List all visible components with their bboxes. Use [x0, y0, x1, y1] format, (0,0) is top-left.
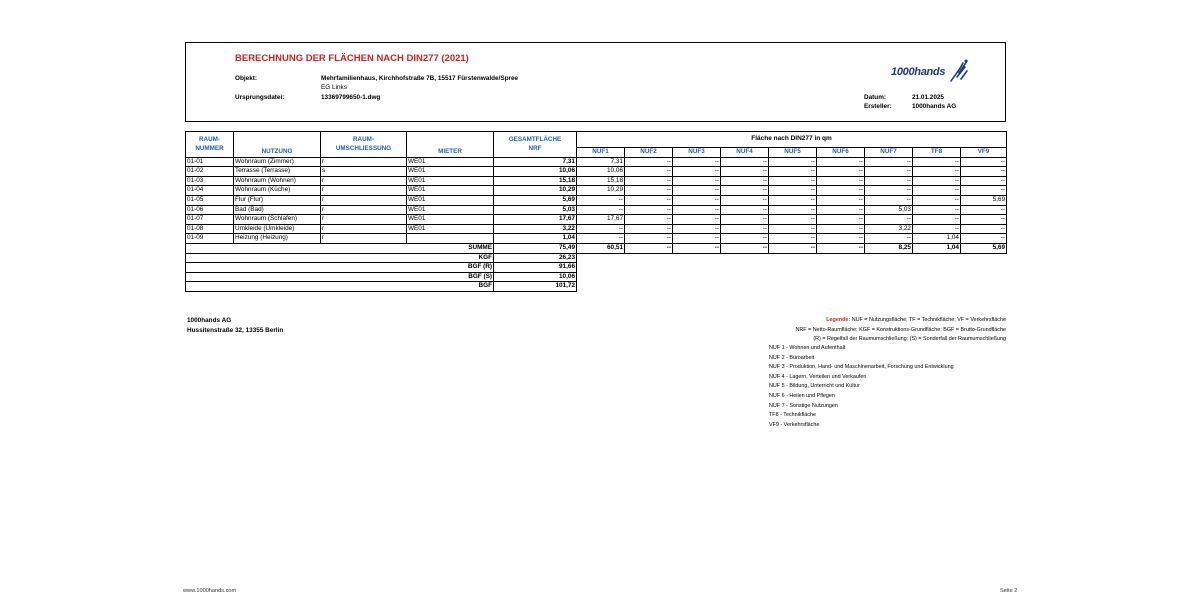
summe-vf9: 5,69	[961, 243, 1007, 253]
empty-space	[577, 282, 1007, 292]
cell-umschliessung: r	[321, 205, 407, 215]
cell-nuf3: --	[673, 224, 721, 234]
datei-value: 13369799650-1.dwg	[321, 94, 381, 101]
cell-nrf: 15,18	[494, 176, 577, 186]
cell-umschliessung: r	[321, 234, 407, 244]
table-row	[186, 157, 1007, 167]
cell-mieter: WE01	[407, 195, 494, 205]
cell-tf8: --	[913, 195, 961, 205]
cell-nuf3: --	[673, 157, 721, 167]
cell-raum-nummer: 01-09	[186, 234, 234, 244]
cell-nuf7: 3,22	[865, 224, 913, 234]
cell-nuf1: --	[577, 234, 625, 244]
table-row	[186, 186, 1007, 196]
cell-nuf3: --	[673, 167, 721, 177]
summe-nuf4: --	[721, 243, 769, 253]
legend-line2: NRF = Netto-Raumfläche; KGF = Konstruktions-Grundfläche; BGF = Brutto-Grundfläche	[795, 326, 1006, 333]
company-block	[187, 316, 283, 336]
cell-mieter: WE01	[407, 224, 494, 234]
cell-nuf3: --	[673, 215, 721, 225]
header-box	[185, 42, 1006, 122]
cell-nuf5: --	[769, 205, 817, 215]
cell-nuf1: --	[577, 195, 625, 205]
cell-nutzung: Wohnraum (Wohnen)	[234, 176, 321, 186]
company-address: Hussitenstraße 32, 13355 Berlin	[187, 327, 284, 334]
total-row	[186, 282, 1007, 292]
col-umschliessung-line2: UMSCHLIESSUNG	[335, 145, 392, 153]
cell-nuf6: --	[817, 195, 865, 205]
cell-nuf4: --	[721, 176, 769, 186]
cell-nuf6: --	[817, 176, 865, 186]
cell-nrf: 1,04	[494, 234, 577, 244]
cell-mieter: WE01	[407, 215, 494, 225]
table-row	[186, 167, 1007, 177]
cell-nuf3: --	[673, 186, 721, 196]
cell-nuf6: --	[817, 157, 865, 167]
ersteller-label: Ersteller:	[864, 103, 892, 110]
cell-mieter: WE01	[407, 157, 494, 167]
cell-tf8: 1,04	[913, 234, 961, 244]
legend-item: VF9 - Verkehrsfläche	[769, 421, 820, 428]
col-raum-nummer-line1: RAUM-	[199, 136, 220, 144]
document-title: BERECHNUNG DER FLÄCHEN NACH DIN277 (2021)	[235, 53, 469, 64]
legend-item: NUF 5 - Bildung, Unterricht und Kultur	[769, 383, 860, 390]
cell-nuf2: --	[625, 224, 673, 234]
cell-nuf4: --	[721, 195, 769, 205]
col-gesamtflaeche-line2: NRF	[528, 145, 542, 153]
summe-tf8: 1,04	[913, 243, 961, 253]
cell-nuf5: --	[769, 215, 817, 225]
empty-space	[577, 272, 1007, 282]
total-row	[186, 253, 1007, 263]
col-raum-nummer-line2: NUMMER	[195, 145, 224, 153]
empty-space	[577, 263, 1007, 273]
legend-item: NUF 6 - Heilen und Pflegen	[769, 392, 835, 399]
cell-raum-nummer: 01-02	[186, 167, 234, 177]
cell-tf8: --	[913, 157, 961, 167]
cell-nuf1: 17,67	[577, 215, 625, 225]
cell-nuf6: --	[817, 205, 865, 215]
cell-vf9: --	[961, 186, 1007, 196]
cell-nuf5: --	[769, 157, 817, 167]
total-value: 91,66	[494, 263, 577, 273]
cell-nuf2: --	[625, 215, 673, 225]
cell-raum-nummer: 01-08	[186, 224, 234, 234]
col-nuf6: NUF6	[817, 148, 865, 158]
cell-mieter: WE01	[407, 205, 494, 215]
cell-nutzung: Heizung (Heizung)	[234, 234, 321, 244]
total-row	[186, 272, 1007, 282]
cell-nuf7: --	[865, 157, 913, 167]
table-row	[186, 195, 1007, 205]
legend-item: NUF 4 - Lagern, Verteilen und Verkaufen	[769, 373, 867, 380]
table-row	[186, 224, 1007, 234]
col-umschliessung	[321, 132, 407, 158]
cell-nuf7: --	[865, 176, 913, 186]
legend-block	[796, 316, 1006, 345]
legend-item: NUF 2 - Büroarbeit	[769, 354, 815, 361]
table-row	[186, 234, 1007, 244]
datum-value: 21.01.2025	[912, 94, 944, 101]
cell-nuf6: --	[817, 167, 865, 177]
cell-nuf7: --	[865, 167, 913, 177]
cell-nutzung: Umkleide (Umkleide)	[234, 224, 321, 234]
summe-nuf1: 60,51	[577, 243, 625, 253]
cell-tf8: --	[913, 224, 961, 234]
cell-mieter: WE01	[407, 186, 494, 196]
cell-vf9: --	[961, 234, 1007, 244]
cell-nuf4: --	[721, 205, 769, 215]
col-tf8: TF8	[913, 148, 961, 158]
cell-nrf: 5,03	[494, 205, 577, 215]
col-nuf5: NUF5	[769, 148, 817, 158]
cell-nuf2: --	[625, 186, 673, 196]
cell-nuf2: --	[625, 234, 673, 244]
cell-nuf7: --	[865, 195, 913, 205]
table-row	[186, 215, 1007, 225]
summe-nrf: 75,49	[494, 243, 577, 253]
cell-tf8: --	[913, 215, 961, 225]
summe-nuf6: --	[817, 243, 865, 253]
cell-nuf7: --	[865, 186, 913, 196]
cell-nuf1: 10,29	[577, 186, 625, 196]
cell-nuf1: --	[577, 224, 625, 234]
cell-nuf4: --	[721, 157, 769, 167]
table-row	[186, 176, 1007, 186]
cell-nuf2: --	[625, 205, 673, 215]
legend-item: TF8 - Technikfläche	[769, 412, 816, 419]
legend-item: NUF 7 - Sonstige Nutzungen	[769, 402, 838, 409]
summe-nuf5: --	[769, 243, 817, 253]
cell-nutzung: Wohnraum (Schlafen)	[234, 215, 321, 225]
summe-nuf7: 8,25	[865, 243, 913, 253]
total-label: BGF	[186, 282, 494, 292]
cell-tf8: --	[913, 186, 961, 196]
col-nuf7: NUF7	[865, 148, 913, 158]
company-logo	[891, 55, 971, 87]
cell-nuf3: --	[673, 205, 721, 215]
cell-nrf: 10,06	[494, 167, 577, 177]
summe-label: SUMME	[186, 243, 494, 253]
objekt-label: Objekt:	[235, 75, 258, 82]
legend-line1	[796, 316, 1006, 326]
cell-raum-nummer: 01-07	[186, 215, 234, 225]
cell-nrf: 7,31	[494, 157, 577, 167]
legend-line3: (R) = Regelfall der Raumumschließung; (S) = Sonderfall der Raumumschließung	[813, 336, 1006, 343]
cell-tf8: --	[913, 205, 961, 215]
legend-line1-text: NUF = Nutzungsfläche; TF = Technikfläche; VF = Verkehrsfläche	[851, 317, 1006, 323]
footer-url[interactable]: www.1000hands.com	[183, 588, 237, 594]
total-value: 10,06	[494, 272, 577, 282]
cell-nuf5: --	[769, 224, 817, 234]
col-vf9: VF9	[961, 148, 1007, 158]
cell-nuf5: --	[769, 176, 817, 186]
cell-nuf6: --	[817, 224, 865, 234]
cell-nuf7: 5,03	[865, 205, 913, 215]
datei-label: Ursprungsdatei:	[235, 94, 285, 101]
objekt-value: Mehrfamilienhaus, Kirchhofstraße 7B, 15517 Fürstenwalde/Spree	[321, 75, 519, 82]
cell-nuf7: --	[865, 234, 913, 244]
total-row	[186, 263, 1007, 273]
datum-label: Datum:	[864, 94, 887, 101]
cell-nuf2: --	[625, 167, 673, 177]
cell-raum-nummer: 01-06	[186, 205, 234, 215]
cell-vf9: --	[961, 215, 1007, 225]
legend-item: NUF 3 - Produktion, Hand- und Maschinenarbeit, Forschung und Entwicklung	[769, 364, 954, 371]
total-label: KGF	[186, 253, 494, 263]
cell-mieter: WE01	[407, 176, 494, 186]
legend-item: NUF 1 - Wohnen und Aufenthalt	[769, 345, 846, 351]
cell-nrf: 5,69	[494, 195, 577, 205]
cell-nuf6: --	[817, 186, 865, 196]
col-gesamtflaeche-line1: GESAMTFLÄCHE	[508, 136, 562, 144]
table-row	[186, 205, 1007, 215]
cell-vf9: 5,69	[961, 195, 1007, 205]
cell-umschliessung: r	[321, 224, 407, 234]
col-nuf4: NUF4	[721, 148, 769, 158]
cell-nuf7: --	[865, 215, 913, 225]
cell-nuf1: 7,31	[577, 157, 625, 167]
cell-nuf5: --	[769, 186, 817, 196]
cell-nrf: 17,67	[494, 215, 577, 225]
cell-nutzung: Terrasse (Terrasse)	[234, 167, 321, 177]
cell-nuf4: --	[721, 215, 769, 225]
table-body	[186, 157, 1007, 291]
cell-vf9: --	[961, 167, 1007, 177]
cell-nuf6: --	[817, 215, 865, 225]
ersteller-value: 1000hands AG	[912, 103, 957, 110]
col-raum-nummer	[186, 132, 234, 158]
cell-tf8: --	[913, 176, 961, 186]
cell-nrf: 3,22	[494, 224, 577, 234]
cell-nrf: 10,29	[494, 186, 577, 196]
col-nuf2: NUF2	[625, 148, 673, 158]
total-label: BGF (S)	[186, 272, 494, 282]
total-value: 101,72	[494, 282, 577, 292]
group-header: Fläche nach DIN277 in qm	[577, 132, 1007, 148]
summe-nuf2: --	[625, 243, 673, 253]
cell-umschliessung: r	[321, 186, 407, 196]
cell-nuf5: --	[769, 195, 817, 205]
page-number: Seite 2	[1000, 588, 1018, 594]
cell-nuf4: --	[721, 234, 769, 244]
cell-nuf2: --	[625, 195, 673, 205]
cell-mieter	[407, 234, 494, 244]
cell-nuf1: 10,06	[577, 167, 625, 177]
col-nutzung: NUTZUNG	[234, 132, 321, 158]
cell-umschliessung: r	[321, 176, 407, 186]
cell-nuf4: --	[721, 186, 769, 196]
cell-nuf5: --	[769, 234, 817, 244]
cell-nuf3: --	[673, 234, 721, 244]
col-umschliessung-line1: RAUM-	[353, 136, 374, 144]
empty-space	[577, 253, 1007, 263]
cell-umschliessung: r	[321, 195, 407, 205]
logo-text: 1000hands	[891, 66, 946, 78]
cell-nutzung: Wohnraum (Küche)	[234, 186, 321, 196]
cell-nuf2: --	[625, 157, 673, 167]
cell-nuf5: --	[769, 167, 817, 177]
cell-nuf2: --	[625, 176, 673, 186]
summe-row	[186, 243, 1007, 253]
cell-tf8: --	[913, 167, 961, 177]
cell-nuf1: 15,18	[577, 176, 625, 186]
cell-nuf6: --	[817, 234, 865, 244]
cell-vf9: --	[961, 205, 1007, 215]
total-label: BGF (R)	[186, 263, 494, 273]
cell-umschliessung: s	[321, 167, 407, 177]
cell-raum-nummer: 01-04	[186, 186, 234, 196]
cell-nutzung: Bad (Bad)	[234, 205, 321, 215]
total-value: 26,23	[494, 253, 577, 263]
cell-nuf4: --	[721, 167, 769, 177]
objekt-sub: EG Links	[321, 84, 347, 91]
cell-vf9: --	[961, 224, 1007, 234]
cell-raum-nummer: 01-01	[186, 157, 234, 167]
summe-nuf3: --	[673, 243, 721, 253]
legend-title: Legende:	[826, 317, 851, 323]
company-name: 1000hands AG	[187, 317, 232, 324]
cell-umschliessung: r	[321, 157, 407, 167]
cell-mieter: WE01	[407, 167, 494, 177]
cell-umschliessung: r	[321, 215, 407, 225]
cell-nuf3: --	[673, 176, 721, 186]
cell-nuf1: --	[577, 205, 625, 215]
cell-raum-nummer: 01-05	[186, 195, 234, 205]
cell-nutzung: Wohnraum (Zimmer)	[234, 157, 321, 167]
cell-nutzung: Flur (Flur)	[234, 195, 321, 205]
cell-raum-nummer: 01-03	[186, 176, 234, 186]
legend-list	[769, 344, 954, 430]
cell-vf9: --	[961, 176, 1007, 186]
cell-nuf3: --	[673, 195, 721, 205]
cell-vf9: --	[961, 157, 1007, 167]
area-table	[185, 131, 1007, 292]
col-mieter: MIETER	[407, 132, 494, 158]
col-gesamtflaeche	[494, 132, 577, 158]
hand-logo-icon	[947, 57, 971, 85]
col-nuf1: NUF1	[577, 148, 625, 158]
cell-nuf4: --	[721, 224, 769, 234]
col-nuf3: NUF3	[673, 148, 721, 158]
